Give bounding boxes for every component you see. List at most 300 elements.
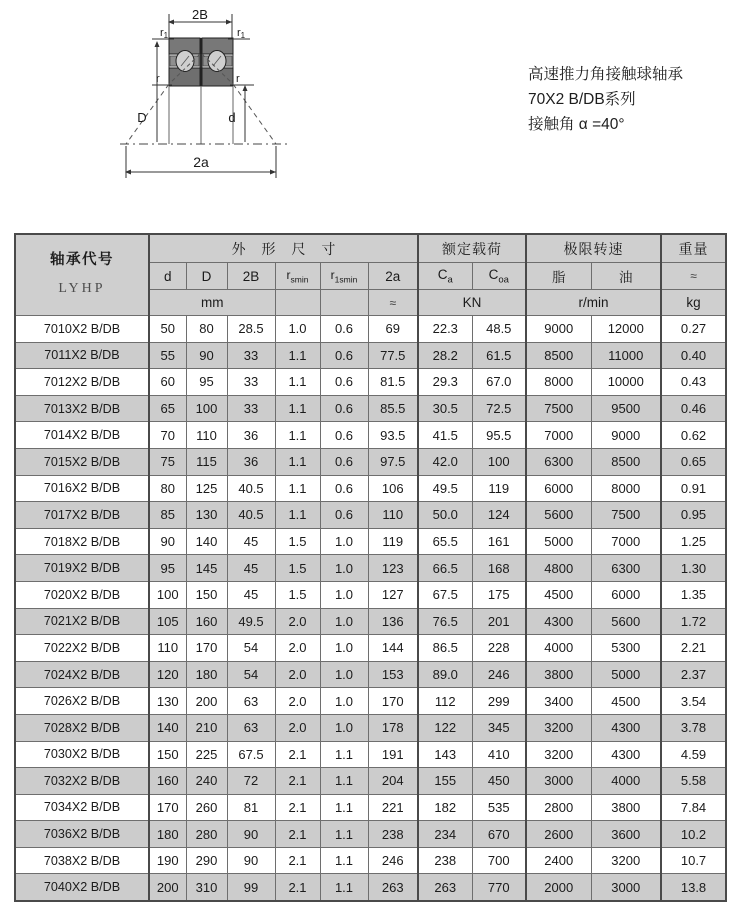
cell-Ca: 65.5 <box>418 528 472 555</box>
cell-d: 90 <box>149 528 186 555</box>
cell-model: 7028X2 B/DB <box>15 714 149 741</box>
cell-2a: 204 <box>368 768 418 795</box>
cell-D: 170 <box>186 635 227 662</box>
cell-r1smin: 0.6 <box>320 448 368 475</box>
header-group-limiting-speed: 极限转速 <box>526 234 661 263</box>
cell-D: 140 <box>186 528 227 555</box>
cell-2a: 106 <box>368 475 418 502</box>
cell-d: 140 <box>149 714 186 741</box>
table-header <box>15 234 726 316</box>
cell-D: 125 <box>186 475 227 502</box>
cell-d: 200 <box>149 874 186 901</box>
cell-2a: 77.5 <box>368 342 418 369</box>
diagram-label-r-left: r <box>156 73 160 85</box>
cell-grease: 3800 <box>526 661 591 688</box>
cell-weight: 1.25 <box>661 528 726 555</box>
table-row <box>15 661 726 688</box>
cell-r1smin: 1.1 <box>320 821 368 848</box>
cell-2B: 54 <box>227 661 275 688</box>
header-group-load-ratings: 额定载荷 <box>418 234 526 263</box>
cell-Coa: 72.5 <box>472 395 526 422</box>
header-unit-2a-approx: ≈ <box>368 290 418 316</box>
cell-rsmin: 2.0 <box>275 608 320 635</box>
illustration-block <box>0 0 739 210</box>
cell-oil: 3200 <box>591 847 661 874</box>
cell-2a: 144 <box>368 635 418 662</box>
cell-grease: 6300 <box>526 448 591 475</box>
cell-r1smin: 0.6 <box>320 342 368 369</box>
cell-D: 240 <box>186 768 227 795</box>
cell-model: 7019X2 B/DB <box>15 555 149 582</box>
cell-grease: 5000 <box>526 528 591 555</box>
cell-Ca: 49.5 <box>418 475 472 502</box>
header-symbol-D: D <box>186 263 227 290</box>
cell-Ca: 263 <box>418 874 472 901</box>
table-row <box>15 528 726 555</box>
cell-r1smin: 0.6 <box>320 369 368 396</box>
cell-oil: 7500 <box>591 502 661 529</box>
cell-weight: 2.37 <box>661 661 726 688</box>
cell-2B: 36 <box>227 448 275 475</box>
cell-Coa: 168 <box>472 555 526 582</box>
product-title-line-3: 接触角 α =40° <box>528 116 625 133</box>
cell-r1smin: 1.0 <box>320 714 368 741</box>
header-symbol-Coa: $C_{oa}$ <box>472 263 526 290</box>
cell-rsmin: 1.1 <box>275 502 320 529</box>
cell-D: 115 <box>186 448 227 475</box>
cell-2B: 54 <box>227 635 275 662</box>
cell-oil: 3000 <box>591 874 661 901</box>
cell-rsmin: 1.1 <box>275 395 320 422</box>
cell-grease: 7000 <box>526 422 591 449</box>
cell-rsmin: 2.1 <box>275 874 320 901</box>
diagram-label-r1-left: r1 <box>160 27 169 40</box>
cell-grease: 4800 <box>526 555 591 582</box>
cell-Ca: 22.3 <box>418 316 472 343</box>
cell-grease: 3200 <box>526 741 591 768</box>
cell-Ca: 155 <box>418 768 472 795</box>
cell-model: 7024X2 B/DB <box>15 661 149 688</box>
cell-2a: 81.5 <box>368 369 418 396</box>
table-row <box>15 422 726 449</box>
cell-2B: 63 <box>227 714 275 741</box>
cell-model: 7011X2 B/DB <box>15 342 149 369</box>
cell-Coa: 95.5 <box>472 422 526 449</box>
cell-D: 260 <box>186 794 227 821</box>
cell-Ca: 89.0 <box>418 661 472 688</box>
cell-2B: 33 <box>227 369 275 396</box>
cell-Coa: 228 <box>472 635 526 662</box>
cell-r1smin: 1.0 <box>320 688 368 715</box>
cell-2B: 81 <box>227 794 275 821</box>
cell-Ca: 182 <box>418 794 472 821</box>
header-designation-brand: LYHP <box>58 281 106 297</box>
cell-model: 7036X2 B/DB <box>15 821 149 848</box>
header-symbol-2B: 2B <box>227 263 275 290</box>
bearing-cross-section-diagram <box>112 6 332 191</box>
cell-grease: 6000 <box>526 475 591 502</box>
cell-model: 7015X2 B/DB <box>15 448 149 475</box>
cell-Coa: 450 <box>472 768 526 795</box>
cell-oil: 11000 <box>591 342 661 369</box>
cell-rsmin: 1.1 <box>275 475 320 502</box>
cell-weight: 5.58 <box>661 768 726 795</box>
table-row <box>15 635 726 662</box>
cell-r1smin: 0.6 <box>320 422 368 449</box>
cell-Coa: 201 <box>472 608 526 635</box>
cell-2a: 221 <box>368 794 418 821</box>
cell-d: 110 <box>149 635 186 662</box>
header-symbol-grease: 脂 <box>526 263 591 290</box>
cell-Ca: 67.5 <box>418 581 472 608</box>
cell-2B: 45 <box>227 555 275 582</box>
cell-r1smin: 1.0 <box>320 581 368 608</box>
cell-2B: 99 <box>227 874 275 901</box>
cell-d: 100 <box>149 581 186 608</box>
cell-grease: 4500 <box>526 581 591 608</box>
cell-2a: 153 <box>368 661 418 688</box>
cell-Coa: 48.5 <box>472 316 526 343</box>
table-row <box>15 555 726 582</box>
cell-rsmin: 2.1 <box>275 847 320 874</box>
table-row <box>15 316 726 343</box>
cell-weight: 0.65 <box>661 448 726 475</box>
cell-model: 7038X2 B/DB <box>15 847 149 874</box>
cell-weight: 0.40 <box>661 342 726 369</box>
cell-weight: 4.59 <box>661 741 726 768</box>
cell-oil: 9000 <box>591 422 661 449</box>
cell-r1smin: 1.1 <box>320 847 368 874</box>
cell-2B: 45 <box>227 581 275 608</box>
cell-weight: 7.84 <box>661 794 726 821</box>
cell-2B: 90 <box>227 821 275 848</box>
cell-D: 80 <box>186 316 227 343</box>
diagram-label-D: D <box>137 110 147 125</box>
cell-weight: 0.46 <box>661 395 726 422</box>
cell-d: 180 <box>149 821 186 848</box>
cell-Coa: 299 <box>472 688 526 715</box>
cell-rsmin: 2.0 <box>275 661 320 688</box>
cell-Coa: 410 <box>472 741 526 768</box>
cell-oil: 4300 <box>591 741 661 768</box>
cell-Coa: 119 <box>472 475 526 502</box>
cell-2a: 93.5 <box>368 422 418 449</box>
cell-oil: 5600 <box>591 608 661 635</box>
cell-oil: 3600 <box>591 821 661 848</box>
cell-model: 7012X2 B/DB <box>15 369 149 396</box>
cell-grease: 2800 <box>526 794 591 821</box>
cell-2a: 238 <box>368 821 418 848</box>
cell-D: 90 <box>186 342 227 369</box>
cell-Coa: 61.5 <box>472 342 526 369</box>
cell-weight: 0.62 <box>661 422 726 449</box>
cell-grease: 2400 <box>526 847 591 874</box>
header-unit-rmin: r/min <box>526 290 661 316</box>
cell-2B: 28.5 <box>227 316 275 343</box>
cell-model: 7010X2 B/DB <box>15 316 149 343</box>
cell-oil: 8500 <box>591 448 661 475</box>
cell-rsmin: 1.5 <box>275 555 320 582</box>
cell-r1smin: 1.0 <box>320 528 368 555</box>
cell-weight: 3.54 <box>661 688 726 715</box>
cell-oil: 5000 <box>591 661 661 688</box>
table-row <box>15 794 726 821</box>
cell-rsmin: 2.0 <box>275 714 320 741</box>
cell-rsmin: 2.1 <box>275 768 320 795</box>
cell-model: 7034X2 B/DB <box>15 794 149 821</box>
cell-Ca: 29.3 <box>418 369 472 396</box>
table-body <box>15 316 726 902</box>
cell-2a: 110 <box>368 502 418 529</box>
cell-oil: 4300 <box>591 714 661 741</box>
cell-D: 160 <box>186 608 227 635</box>
cell-grease: 7500 <box>526 395 591 422</box>
cell-oil: 6300 <box>591 555 661 582</box>
cell-weight: 0.27 <box>661 316 726 343</box>
cell-D: 145 <box>186 555 227 582</box>
cell-Coa: 670 <box>472 821 526 848</box>
table-row <box>15 741 726 768</box>
cell-d: 60 <box>149 369 186 396</box>
header-symbol-oil: 油 <box>591 263 661 290</box>
product-title-block <box>528 62 683 137</box>
cell-d: 70 <box>149 422 186 449</box>
header-group-weight: 重量 <box>661 234 726 263</box>
cell-Coa: 124 <box>472 502 526 529</box>
cell-D: 210 <box>186 714 227 741</box>
cell-Ca: 41.5 <box>418 422 472 449</box>
header-symbol-d: d <box>149 263 186 290</box>
cell-2B: 90 <box>227 847 275 874</box>
cell-Ca: 50.0 <box>418 502 472 529</box>
cell-Ca: 66.5 <box>418 555 472 582</box>
cell-D: 95 <box>186 369 227 396</box>
cell-weight: 2.21 <box>661 635 726 662</box>
cell-D: 225 <box>186 741 227 768</box>
cell-2B: 45 <box>227 528 275 555</box>
cell-r1smin: 0.6 <box>320 316 368 343</box>
cell-weight: 10.2 <box>661 821 726 848</box>
cell-D: 130 <box>186 502 227 529</box>
header-designation-cn: 轴承代号 <box>50 252 114 269</box>
cell-Coa: 700 <box>472 847 526 874</box>
header-group-row <box>15 234 726 263</box>
cell-oil: 8000 <box>591 475 661 502</box>
cell-weight: 3.78 <box>661 714 726 741</box>
table-row <box>15 768 726 795</box>
cell-rsmin: 2.0 <box>275 635 320 662</box>
table-row <box>15 448 726 475</box>
cell-d: 150 <box>149 741 186 768</box>
cell-r1smin: 0.6 <box>320 395 368 422</box>
cell-2B: 33 <box>227 342 275 369</box>
cell-d: 105 <box>149 608 186 635</box>
cell-grease: 9000 <box>526 316 591 343</box>
cell-d: 160 <box>149 768 186 795</box>
cell-d: 55 <box>149 342 186 369</box>
header-symbol-rsmin: $r_{smin}$ <box>275 263 320 290</box>
cell-grease: 4300 <box>526 608 591 635</box>
cell-rsmin: 2.1 <box>275 794 320 821</box>
cell-Coa: 345 <box>472 714 526 741</box>
cell-grease: 3000 <box>526 768 591 795</box>
cell-Ca: 143 <box>418 741 472 768</box>
cell-model: 7040X2 B/DB <box>15 874 149 901</box>
table-row <box>15 847 726 874</box>
cell-r1smin: 1.1 <box>320 794 368 821</box>
cell-Coa: 67.0 <box>472 369 526 396</box>
cell-grease: 5600 <box>526 502 591 529</box>
diagram-label-r1-right: r1 <box>237 27 246 40</box>
cell-Ca: 112 <box>418 688 472 715</box>
specification-table-wrapper <box>14 233 725 902</box>
cell-weight: 0.91 <box>661 475 726 502</box>
cell-grease: 2000 <box>526 874 591 901</box>
cell-model: 7030X2 B/DB <box>15 741 149 768</box>
cell-2a: 127 <box>368 581 418 608</box>
cell-Coa: 175 <box>472 581 526 608</box>
header-unit-mm: mm <box>149 290 275 316</box>
cell-2B: 40.5 <box>227 475 275 502</box>
cell-oil: 10000 <box>591 369 661 396</box>
cell-2B: 72 <box>227 768 275 795</box>
table-row <box>15 608 726 635</box>
cell-rsmin: 2.1 <box>275 821 320 848</box>
cell-Ca: 42.0 <box>418 448 472 475</box>
cell-model: 7026X2 B/DB <box>15 688 149 715</box>
header-symbol-r1smin: $r_{1smin}$ <box>320 263 368 290</box>
cell-model: 7032X2 B/DB <box>15 768 149 795</box>
table-row <box>15 395 726 422</box>
cell-d: 75 <box>149 448 186 475</box>
table-row <box>15 342 726 369</box>
cell-d: 120 <box>149 661 186 688</box>
cell-r1smin: 1.0 <box>320 661 368 688</box>
cell-Coa: 161 <box>472 528 526 555</box>
cell-2a: 263 <box>368 874 418 901</box>
diagram-label-d: d <box>228 110 236 125</box>
cell-Coa: 246 <box>472 661 526 688</box>
cell-2a: 136 <box>368 608 418 635</box>
cell-r1smin: 1.1 <box>320 768 368 795</box>
cell-r1smin: 0.6 <box>320 502 368 529</box>
diagram-label-2B: 2B <box>192 7 208 22</box>
cell-Coa: 770 <box>472 874 526 901</box>
cell-oil: 4000 <box>591 768 661 795</box>
table-row <box>15 688 726 715</box>
cell-rsmin: 1.1 <box>275 342 320 369</box>
cell-r1smin: 1.0 <box>320 608 368 635</box>
cell-2a: 69 <box>368 316 418 343</box>
header-unit-blank-2 <box>320 290 368 316</box>
table-row <box>15 502 726 529</box>
header-symbol-Ca: $C_a$ <box>418 263 472 290</box>
cell-grease: 3400 <box>526 688 591 715</box>
cell-2a: 191 <box>368 741 418 768</box>
header-symbol-weight-approx: ≈ <box>661 263 726 290</box>
cell-d: 95 <box>149 555 186 582</box>
cell-weight: 1.35 <box>661 581 726 608</box>
table-row <box>15 714 726 741</box>
cell-2B: 33 <box>227 395 275 422</box>
cell-d: 170 <box>149 794 186 821</box>
cell-Ca: 28.2 <box>418 342 472 369</box>
cell-grease: 4000 <box>526 635 591 662</box>
cell-rsmin: 1.0 <box>275 316 320 343</box>
cell-oil: 9500 <box>591 395 661 422</box>
cell-oil: 12000 <box>591 316 661 343</box>
product-title-line-2: 70X2 B/DB系列 <box>528 91 636 108</box>
diagram-label-2a: 2a <box>193 154 209 170</box>
header-unit-kn: KN <box>418 290 526 316</box>
cell-model: 7021X2 B/DB <box>15 608 149 635</box>
cell-Ca: 238 <box>418 847 472 874</box>
cell-2a: 246 <box>368 847 418 874</box>
cell-D: 150 <box>186 581 227 608</box>
cell-r1smin: 1.0 <box>320 555 368 582</box>
cell-2a: 119 <box>368 528 418 555</box>
cell-d: 80 <box>149 475 186 502</box>
cell-model: 7022X2 B/DB <box>15 635 149 662</box>
cell-grease: 8000 <box>526 369 591 396</box>
cell-rsmin: 1.1 <box>275 422 320 449</box>
cell-r1smin: 1.1 <box>320 874 368 901</box>
cell-rsmin: 1.5 <box>275 528 320 555</box>
cell-grease: 3200 <box>526 714 591 741</box>
cell-oil: 6000 <box>591 581 661 608</box>
table-row <box>15 369 726 396</box>
cell-D: 100 <box>186 395 227 422</box>
cell-rsmin: 1.5 <box>275 581 320 608</box>
cell-Ca: 234 <box>418 821 472 848</box>
cell-Coa: 535 <box>472 794 526 821</box>
cell-weight: 1.30 <box>661 555 726 582</box>
product-title-line-1: 高速推力角接触球轴承 <box>528 66 684 83</box>
cell-d: 85 <box>149 502 186 529</box>
cell-weight: 13.8 <box>661 874 726 901</box>
cell-D: 200 <box>186 688 227 715</box>
cell-D: 110 <box>186 422 227 449</box>
cell-2a: 97.5 <box>368 448 418 475</box>
cell-Ca: 76.5 <box>418 608 472 635</box>
cell-Coa: 100 <box>472 448 526 475</box>
cell-2a: 85.5 <box>368 395 418 422</box>
header-unit-kg: kg <box>661 290 726 316</box>
table-row <box>15 874 726 901</box>
cell-r1smin: 0.6 <box>320 475 368 502</box>
cell-weight: 10.7 <box>661 847 726 874</box>
cell-oil: 4500 <box>591 688 661 715</box>
cell-oil: 7000 <box>591 528 661 555</box>
cell-d: 130 <box>149 688 186 715</box>
cell-2B: 36 <box>227 422 275 449</box>
cell-weight: 0.43 <box>661 369 726 396</box>
cell-rsmin: 2.0 <box>275 688 320 715</box>
cell-2a: 170 <box>368 688 418 715</box>
cell-model: 7017X2 B/DB <box>15 502 149 529</box>
header-group-dimensions: 外 形 尺 寸 <box>149 234 418 263</box>
cell-rsmin: 1.1 <box>275 448 320 475</box>
cell-2a: 123 <box>368 555 418 582</box>
cell-2a: 178 <box>368 714 418 741</box>
cell-weight: 1.72 <box>661 608 726 635</box>
cell-Ca: 86.5 <box>418 635 472 662</box>
cell-2B: 40.5 <box>227 502 275 529</box>
header-designation <box>15 234 149 316</box>
cell-Ca: 122 <box>418 714 472 741</box>
cell-D: 180 <box>186 661 227 688</box>
cell-Ca: 30.5 <box>418 395 472 422</box>
